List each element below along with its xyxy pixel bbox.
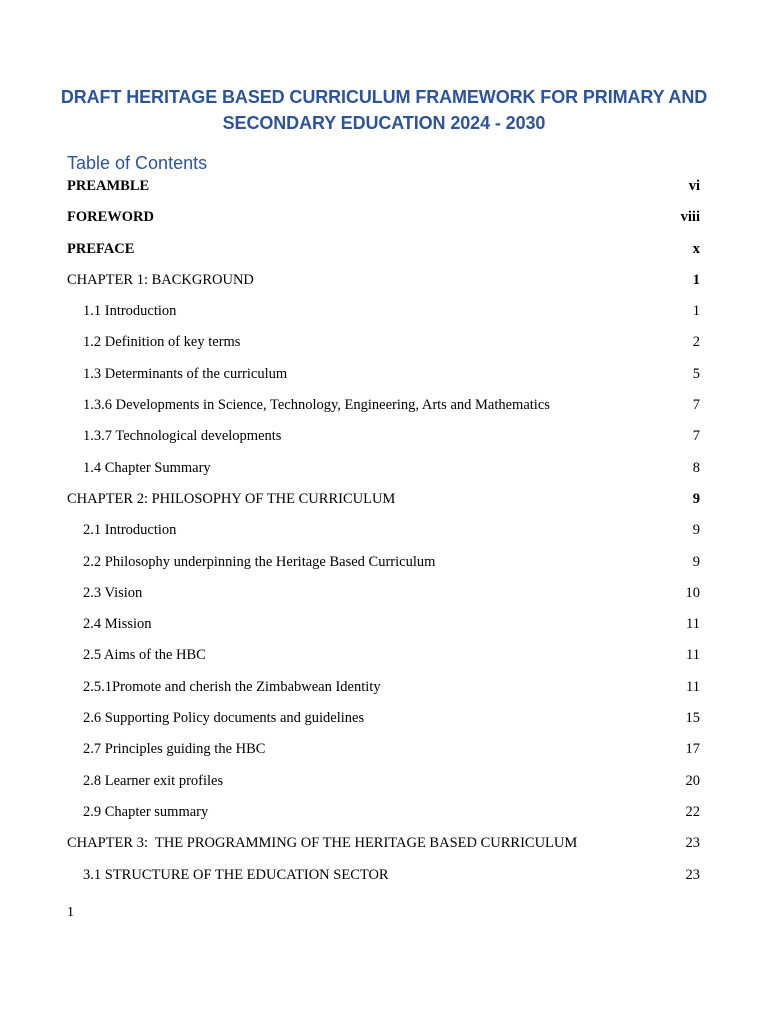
toc-entry-page: 9 <box>692 490 700 507</box>
toc-entry-2-5-1[interactable] <box>67 677 700 708</box>
toc-entry-chapter-2[interactable] <box>67 489 700 520</box>
toc-entry-1-4[interactable] <box>67 458 700 489</box>
toc-entry-page: vi <box>688 178 700 194</box>
toc-entry-label: 2.4 Mission <box>83 616 152 633</box>
toc-entry-label: CHAPTER 2: PHILOSOPHY OF THE CURRICULUM <box>67 490 396 507</box>
toc-entry-label: 2.3 Vision <box>83 584 143 601</box>
toc-entry-page: 8 <box>692 459 700 476</box>
toc-entry-page: 17 <box>685 741 700 758</box>
toc-entry-label: 1.3 Determinants of the curriculum <box>83 365 288 382</box>
toc-entry-preamble[interactable] <box>67 176 700 207</box>
toc-entry-label: 3.1 STRUCTURE OF THE EDUCATION SECTOR <box>83 866 389 883</box>
toc-entry-label: 2.2 Philosophy underpinning the Heritage Based Curriculum <box>83 553 436 570</box>
document-title-line-2: SECONDARY EDUCATION 2024 - 2030 <box>222 113 546 133</box>
toc-entry-page: 9 <box>692 553 700 570</box>
toc-entry-page: viii <box>680 209 700 226</box>
toc-entry-2-1[interactable] <box>67 520 700 551</box>
toc-entry-label: 2.5 Aims of the HBC <box>83 647 206 664</box>
toc-entry-3-1[interactable] <box>67 865 700 896</box>
toc-entry-1-3[interactable] <box>67 364 700 395</box>
toc-entry-page: x <box>692 240 700 257</box>
toc-entry-page: 22 <box>685 803 700 820</box>
toc-entry-page: 11 <box>686 616 700 633</box>
toc-entry-1-3-6[interactable] <box>67 395 700 426</box>
toc-entry-page: 1 <box>692 271 700 288</box>
toc-entry-page: 23 <box>685 866 700 883</box>
toc-entry-label: 2.6 Supporting Policy documents and guidelines <box>83 710 365 727</box>
toc-entry-label: 2.1 Introduction <box>83 522 177 539</box>
toc-entry-label: 1.3.6 Developments in Science, Technology, Engineering, Arts and Mathematics <box>83 397 550 414</box>
toc-entry-label: FOREWORD <box>67 209 154 226</box>
toc-entry-preface[interactable] <box>67 239 700 270</box>
toc-entry-page: 10 <box>685 584 700 601</box>
toc-entry-page: 7 <box>692 397 700 414</box>
toc-entry-chapter-1[interactable] <box>67 270 700 301</box>
document-title-line-1: DRAFT HERITAGE BASED CURRICULUM FRAMEWORK FOR PRIMARY AND <box>60 87 708 107</box>
toc-entry-label: 2.9 Chapter summary <box>83 803 209 820</box>
toc-entry-page: 11 <box>686 678 700 695</box>
toc-entry-2-8[interactable] <box>67 771 700 802</box>
toc-entry-2-9[interactable] <box>67 802 700 833</box>
toc-entry-label: 2.8 Learner exit profiles <box>83 772 224 789</box>
page-number: 1 <box>67 905 74 920</box>
toc-entry-label: 1.4 Chapter Summary <box>83 459 211 476</box>
toc-entry-2-4[interactable] <box>67 614 700 645</box>
toc-entry-label: 2.7 Principles guiding the HBC <box>83 741 266 758</box>
toc-heading[interactable]: Table of Contents <box>67 153 208 173</box>
toc-entry-chapter-3[interactable] <box>67 833 700 864</box>
toc-entry-page: 5 <box>692 365 700 382</box>
toc-entry-page: 9 <box>692 522 700 539</box>
toc-entry-label: CHAPTER 1: BACKGROUND <box>67 271 254 288</box>
toc-entry-label: PREAMBLE <box>67 178 150 194</box>
toc-entry-1-1[interactable] <box>67 301 700 332</box>
toc-entry-label: 1.3.7 Technological developments <box>83 428 282 445</box>
toc-entry-page: 7 <box>692 428 700 445</box>
toc-entry-page: 1 <box>692 303 700 320</box>
toc-entry-label: CHAPTER 3: THE PROGRAMMING OF THE HERITAGE BASED CURRICULUM <box>67 835 578 852</box>
toc-entry-2-6[interactable] <box>67 708 700 739</box>
toc-entry-2-5[interactable] <box>67 645 700 676</box>
toc-entry-label: 1.1 Introduction <box>83 303 177 320</box>
toc-entry-label: PREFACE <box>67 240 135 257</box>
toc-entry-page: 2 <box>692 334 700 351</box>
toc-entry-2-2[interactable] <box>67 552 700 583</box>
table-of-contents <box>67 176 700 896</box>
toc-entry-1-3-7[interactable] <box>67 426 700 457</box>
toc-entry-2-7[interactable] <box>67 739 700 770</box>
toc-entry-page: 23 <box>685 835 700 852</box>
toc-entry-1-2[interactable] <box>67 332 700 363</box>
toc-entry-label: 1.2 Definition of key terms <box>83 334 241 351</box>
toc-entry-foreword[interactable] <box>67 207 700 238</box>
toc-entry-2-3[interactable] <box>67 583 700 614</box>
toc-entry-page: 20 <box>685 772 700 789</box>
toc-entry-page: 11 <box>686 647 700 664</box>
document-title <box>40 84 728 136</box>
toc-entry-label: 2.5.1Promote and cherish the Zimbabwean Identity <box>83 678 381 695</box>
toc-entry-page: 15 <box>685 710 700 727</box>
